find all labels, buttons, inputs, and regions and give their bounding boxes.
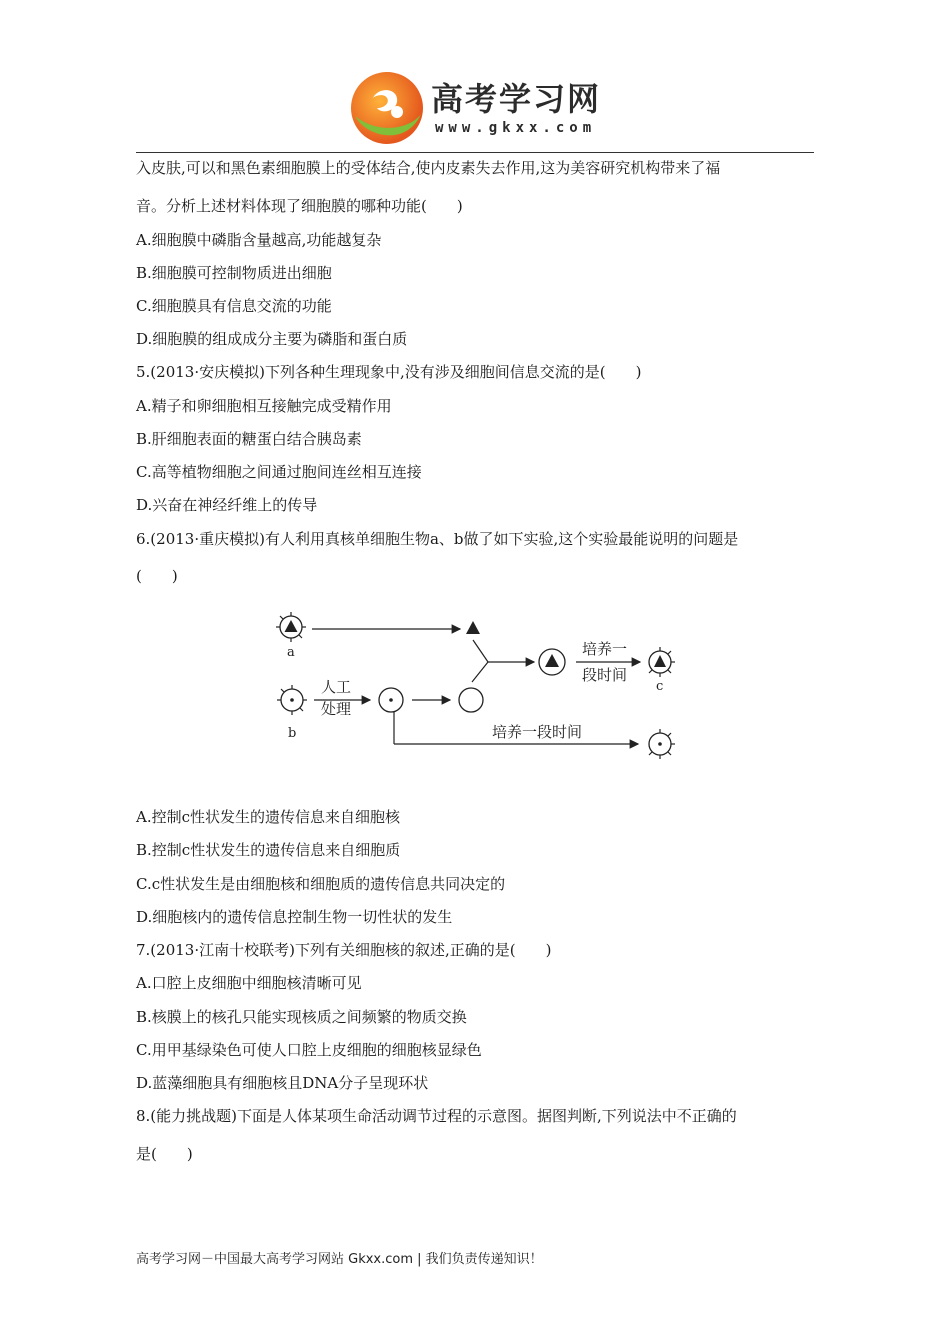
culture-label-line2: 段时间 (582, 666, 628, 684)
cell-b (277, 685, 307, 715)
option-line: B.细胞膜可控制物质进出细胞 (136, 264, 332, 282)
text-line: 入皮肤,可以和黑色素细胞膜上的受体结合,使内皮素失去作用,这为美容研究机构带来了福 (136, 159, 721, 177)
question-line: 7.(2013·江南十校联考)下列有关细胞核的叙述,正确的是( ) (136, 941, 552, 959)
option-line: C.细胞膜具有信息交流的功能 (136, 297, 332, 315)
question-line: ( ) (136, 567, 178, 585)
culture-long-label: 培养一段时间 (492, 723, 583, 741)
logo-emblem-icon (347, 68, 427, 148)
option-line: B.核膜上的核孔只能实现核质之间频繁的物质交换 (136, 1008, 467, 1026)
page-footer: 高考学习网－中国最大高考学习网站 Gkxx.com | 我们负责传递知识！ (136, 1252, 543, 1267)
option-line: C.高等植物细胞之间通过胞间连丝相互连接 (136, 463, 422, 481)
label-b: b (288, 726, 297, 741)
option-line: B.控制c性状发生的遗传信息来自细胞质 (136, 841, 401, 859)
question-line: 是( ) (136, 1145, 193, 1163)
question-line: 6.(2013·重庆模拟)有人利用真核单细胞生物a、b做了如下实验,这个实验最能说明的问题是 (136, 530, 739, 548)
option-line: D.蓝藻细胞具有细胞核且DNA分子呈现环状 (136, 1074, 429, 1092)
option-line: A.口腔上皮细胞中细胞核清晰可见 (136, 974, 362, 992)
label-c: c (656, 679, 664, 694)
option-line: D.细胞膜的组成成分主要为磷脂和蛋白质 (136, 330, 408, 348)
option-line: A.精子和卵细胞相互接触完成受精作用 (136, 397, 392, 415)
option-line: B.肝细胞表面的糖蛋白结合胰岛素 (136, 430, 362, 448)
question-line: 5.(2013·安庆模拟)下列各种生理现象中,没有涉及细胞间信息交流的是( ) (136, 363, 642, 381)
option-line: C.c性状发生是由细胞核和细胞质的遗传信息共同决定的 (136, 875, 506, 893)
option-line: D.兴奋在神经纤维上的传导 (136, 496, 318, 514)
experiment-diagram (270, 606, 690, 772)
question-line: 8.(能力挑战题)下面是人体某项生命活动调节过程的示意图。据图判断,下列说法中不正确的 (136, 1107, 737, 1125)
option-line: A.细胞膜中磷脂含量越高,功能越复杂 (136, 231, 382, 249)
nucleus-a-triangle (466, 621, 480, 634)
reconstituted-cell (539, 649, 565, 675)
enucleated-cell (459, 688, 483, 712)
site-logo[interactable] (347, 66, 617, 150)
cell-b-result (649, 729, 675, 759)
header-divider (136, 152, 814, 153)
culture-label-line1: 培养一 (582, 640, 628, 658)
treated-cell (379, 688, 403, 712)
logo-name: 高考学习网 (431, 80, 602, 118)
option-line: C.用甲基绿染色可使人口腔上皮细胞的细胞核显绿色 (136, 1041, 482, 1059)
option-line: A.控制c性状发生的遗传信息来自细胞核 (136, 808, 401, 826)
cell-a (276, 612, 306, 642)
label-a: a (287, 645, 295, 660)
option-line: D.细胞核内的遗传信息控制生物一切性状的发生 (136, 908, 453, 926)
treatment-label-line2: 处理 (321, 700, 352, 718)
logo-url: www.gkxx.com (435, 120, 597, 136)
treatment-label-line1: 人工 (321, 678, 352, 696)
text-line: 音。分析上述材料体现了细胞膜的哪种功能( ) (136, 197, 463, 215)
cell-c (649, 647, 675, 677)
